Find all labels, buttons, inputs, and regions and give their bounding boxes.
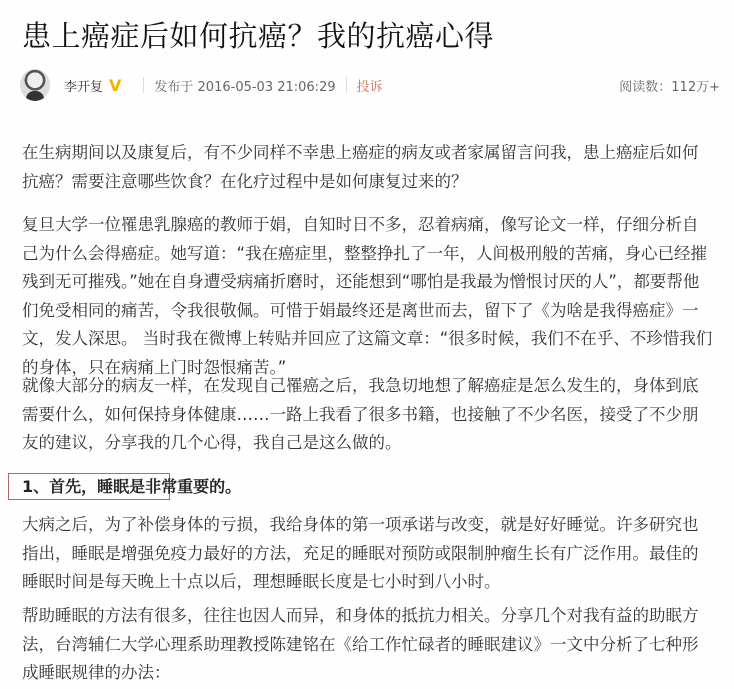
- paragraph: [22, 511, 714, 597]
- author-name[interactable]: 李开复: [64, 79, 104, 95]
- divider: [346, 77, 347, 93]
- paragraph: [22, 211, 714, 382]
- paragraph-text: 大病之后，为了补偿身体的亏损，我给身体的第一项承诺与改变，就是好好睡觉。许多研究也指出，睡眠是增强免疫力最好的方法，充足的睡眠对预防或限制肿瘤生长有广泛作用。最佳的睡眠时间是每天晚上十点以后，理想睡眠长度是七小时到八小时。: [22, 515, 699, 591]
- paragraph-text: 帮助睡眠的方法有很多，往往也因人而异，和身体的抵抗力相关。分享几个对我有益的助眠方法，台湾辅仁大学心理系助理教授陈建铭在《给工作忙碌者的睡眠建议》一文中分析了七种形成睡眠规律的办法：: [22, 606, 699, 682]
- paragraph-text: 在生病期间以及康复后，有不少同样不幸患上癌症的病友或者家属留言问我，患上癌症后如何抗癌？需要注意哪些饮食？在化疗过程中是如何康复过来的？: [22, 143, 699, 191]
- article-meta-bar: [20, 68, 720, 102]
- publish-time: 发布于 2016-05-03 21:06:29: [154, 79, 336, 95]
- read-count: 阅读数：112万+: [619, 79, 720, 95]
- verified-v-icon: V: [109, 75, 122, 95]
- paragraph: [22, 602, 714, 688]
- paragraph: [22, 139, 714, 196]
- author-avatar[interactable]: [20, 69, 50, 101]
- paragraph: [22, 372, 714, 458]
- paragraph-text: 复旦大学一位罹患乳腺癌的教师于娟，自知时日不多，忍着病痛，像写论文一样，仔细分析自己为什么会得癌症。她写道：“我在癌症里，整整挣扎了一年，人间极刑般的苦痛，身心已经摧残到无可摧残。”她在自身遭受病痛折磨时，还能想到“哪怕是我最为憎恨讨厌的人”，都要帮他们免受相同的痛苦，令我很敬佩。可惜于娟最终还是离世而去，留下了《为啥是我得癌症》一文，发人深思。 当时我在微博上转贴并回应了这篇文章：“很多时候，我们不在乎、不珍惜我们的身体，只在病痛上门时怨恨痛苦。”: [22, 215, 713, 377]
- section-heading: 1、首先，睡眠是非常重要的。: [8, 473, 170, 500]
- report-link[interactable]: 投诉: [356, 79, 383, 95]
- paragraph-text: 就像大部分的病友一样，在发现自己罹癌之后，我急切地想了解癌症是怎么发生的，身体到底需要什么，如何保持身体健康……一路上我看了很多书籍，也接触了不少名医，接受了不少朋友的建议，分享我的几个心得，我自己是这么做的。: [22, 376, 699, 452]
- article-title: 患上癌症后如何抗癌？我的抗癌心得: [22, 19, 495, 53]
- divider: [143, 77, 144, 93]
